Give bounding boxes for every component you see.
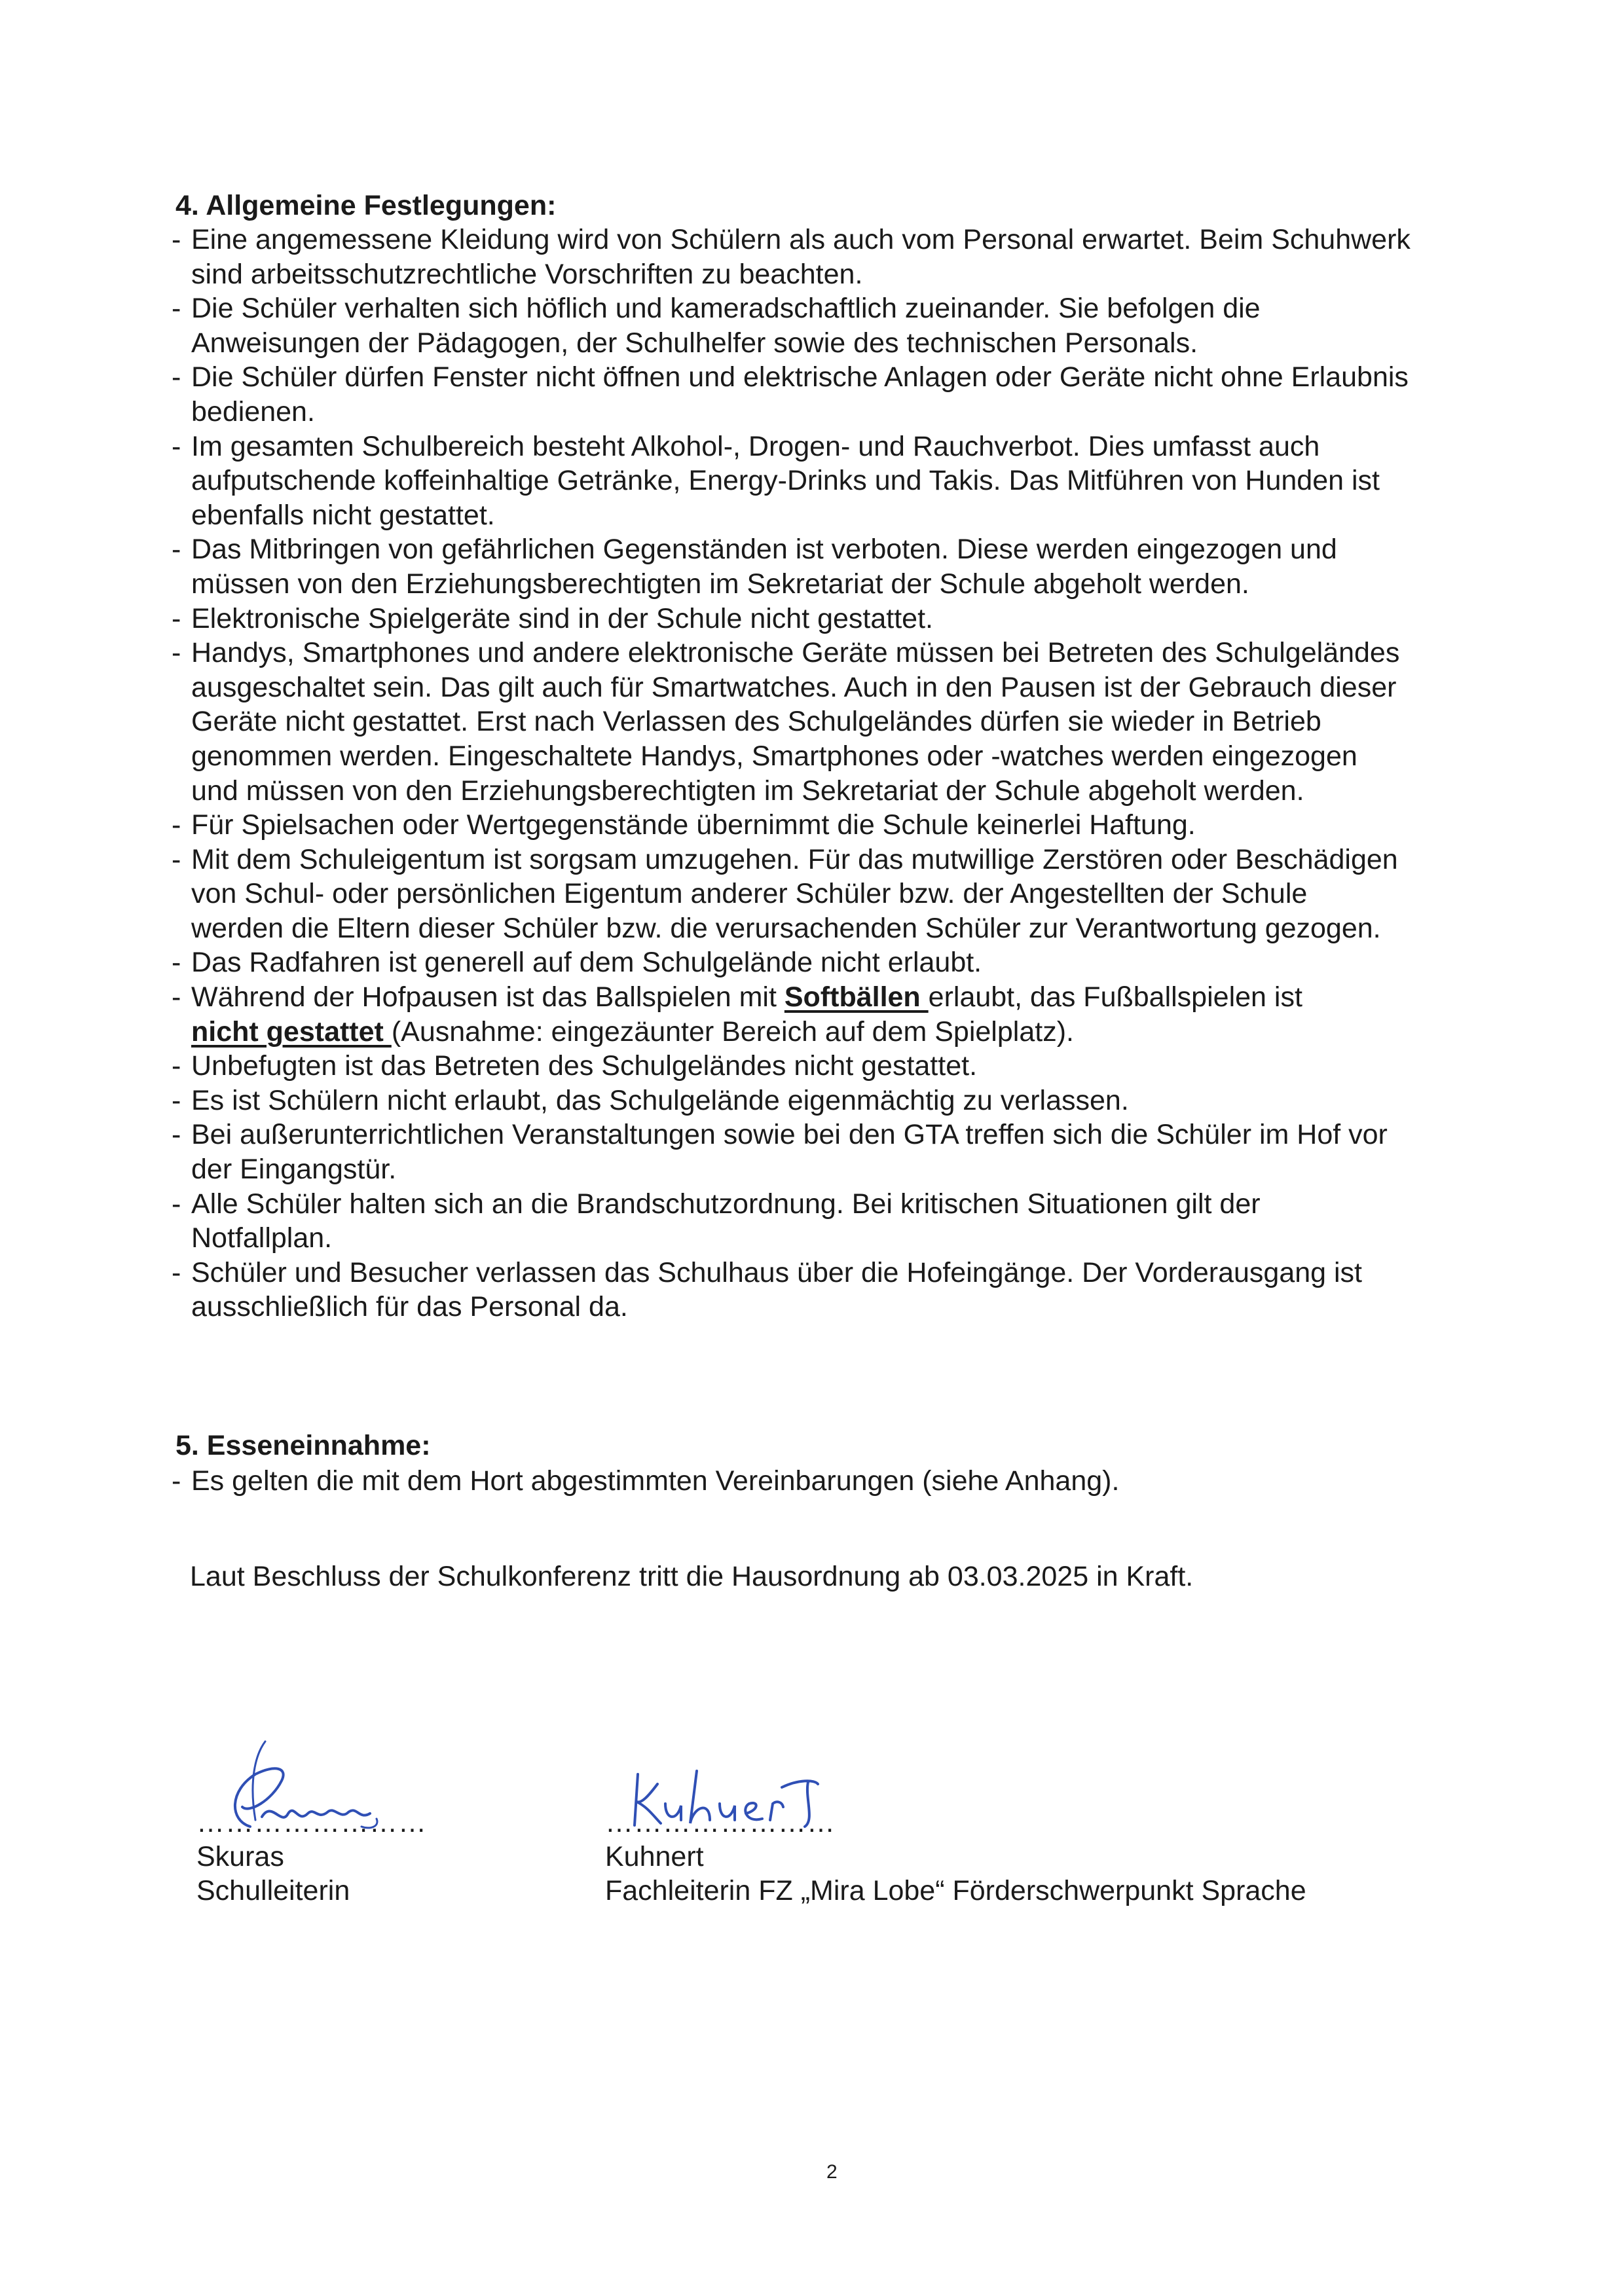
rule-item: - Eine angemessene Kleidung wird von Schülern als auch vom Personal erwartet. Beim Schuhwerk sind arbeitsschutzrechtliche Vorschriften zu beachten. — [172, 224, 1411, 290]
rule-item: - Bei außerunterrichtlichen Veranstaltungen sowie bei den GTA treffen sich die Schüler im Hof vor der Eingangstür. — [172, 1119, 1388, 1186]
rule-item: - Das Radfahren ist generell auf dem Schulgelände nicht erlaubt. — [172, 947, 982, 979]
rule-item: - Mit dem Schuleigentum ist sorgsam umzugehen. Für das mutwillige Zerstören oder Beschädigen von Schul- oder persönlichen Eigentum anderer Schüler bzw. der Angestellten der Schule werden die Eltern dieser Schüler bzw. die verursachenden Schüler zur Verantwortung gezogen. — [172, 843, 1398, 944]
rule-item: - Schüler und Besucher verlassen das Schulhaus über die Hofeingänge. Der Vorderausgang ist ausschließlich für das Personal da. — [172, 1256, 1363, 1323]
page-number: 2 — [826, 2161, 838, 2183]
rule-item: - Im gesamten Schulbereich besteht Alkohol-, Drogen- und Rauchverbot. Dies umfasst auch aufputschende koffeinhaltige Getränke, Energy-Drinks und Takis. Das Mitführen von Hunden ist ebenfalls nicht gestattet. — [172, 430, 1380, 531]
signature-block-right — [605, 1728, 1306, 1908]
section-5-rules — [172, 1464, 1507, 1498]
rule-item: - Das Mitbringen von gefährlichen Gegenständen ist verboten. Diese werden eingezogen und müssen von den Erziehungsberechtigten im Sekretariat der Schule abgeholt werden. — [172, 534, 1337, 600]
signatory-name-left: Skuras — [196, 1841, 284, 1872]
rule-item: - Die Schüler verhalten sich höflich und kameradschaftlich zueinander. Sie befolgen die Anweisungen der Pädagogen, der Schulhelfer sowie des technischen Personals. — [172, 293, 1261, 359]
section-4-heading: 4. Allgemeine Festlegungen: — [175, 190, 557, 221]
rule-item: - Handys, Smartphones und andere elektronische Geräte müssen bei Betreten des Schulgeländes ausgeschaltet sein. Das gilt auch für Smartwatches. Auch in den Pausen ist der Gebrauch dieser Geräte nicht gestattet. Erst nach Verlassen des Schulgeländes dürfen sie wieder in Betrieb genommen werden. Eingeschaltete Handys, Smartphones oder -watches werden eingezogen und müssen von den Erziehungsberechtigten im Sekretariat der Schule abgeholt werden. — [172, 637, 1400, 807]
emphasis-not-permitted: nicht gestattet — [191, 1015, 392, 1048]
rule-item: - Elektronische Spielgeräte sind in der Schule nicht gestattet. — [172, 602, 933, 634]
rule-item: - Es ist Schülern nicht erlaubt, das Schulgelände eigenmächtig zu verlassen. — [172, 1084, 1129, 1116]
signature-block-left — [196, 1728, 427, 1908]
rule-item: - Unbefugten ist das Betreten des Schulgeländes nicht gestattet. — [172, 1050, 978, 1082]
emphasis-softballs: Softbällen — [784, 981, 929, 1013]
rule-item: - Die Schüler dürfen Fenster nicht öffnen und elektrische Anlagen oder Geräte nicht ohne Erlaubnis bedienen. — [172, 361, 1409, 428]
rule-item: - Es gelten die mit dem Hort abgestimmten Vereinbarungen (siehe Anhang). — [172, 1465, 1120, 1497]
section-5-heading: 5. Esseneinnahme: — [175, 1430, 431, 1461]
signature-line-left: …………………… — [196, 1807, 427, 1838]
signatory-role-right: Fachleiterin FZ „Mira Lobe“ Förderschwerpunkt Sprache — [605, 1875, 1306, 1906]
resolution-statement: Laut Beschluss der Schulkonferenz tritt die Hausordnung ab 03.03.2025 in Kraft. — [190, 1561, 1194, 1592]
rule-item: - Alle Schüler halten sich an die Brandschutzordnung. Bei kritischen Situationen gilt der Notfallplan. — [172, 1188, 1261, 1254]
rule-item: - Für Spielsachen oder Wertgegenstände übernimmt die Schule keinerlei Haftung. — [172, 809, 1196, 841]
signature-line-right: …………………… — [605, 1807, 836, 1838]
signatory-name-right: Kuhnert — [605, 1841, 704, 1872]
signatory-role-left: Schulleiterin — [196, 1875, 350, 1906]
rule-item-ball-games: - Während der Hofpausen ist das Ballspielen mit Softbällen erlaubt, das Fußballspielen ist nicht gestattet (Ausnahme: eingezäunter Bereich auf dem Spielplatz). — [172, 981, 1302, 1048]
section-4-rules — [172, 223, 1507, 1324]
